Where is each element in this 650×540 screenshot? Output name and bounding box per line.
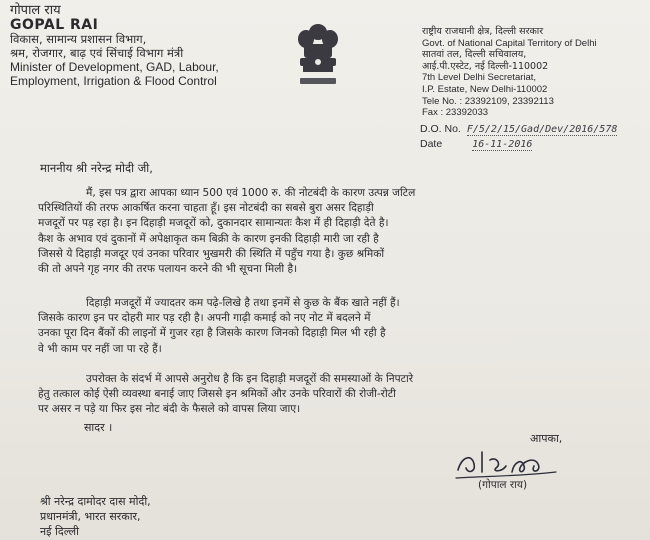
paragraph-line: जिसके कारण इन पर दोहरी मार पड़ रही है। अपनी गाढ़ी कमाई को नए नोट में बदलने में <box>38 312 371 325</box>
paragraph-line: पर असर न पड़े या फिर इस नोट बंदी के फैसले को वापस लिया जाए। <box>38 403 301 416</box>
office-phone: Tele No. : 23392109, 23392113 <box>422 95 554 107</box>
closing-regards: सादर । <box>84 421 113 434</box>
paragraph-line: मजदूरों पर पड़ रहा है। इन दिहाड़ी मजदूरों को, दुकानदार सामान्यतः कैश में ही दिहाड़ी देते है। <box>38 217 389 230</box>
office-line-3: सातवां तल, दिल्ली सचिवालय, <box>422 49 527 61</box>
paragraph-line: मैं, इस पत्र द्वारा आपका ध्यान 500 एवं 1000 रु. की नोटबंदी के कारण उत्पन्न जटिल <box>86 187 416 199</box>
paragraph-2 <box>38 296 628 357</box>
date-label: Date <box>420 138 443 150</box>
addressee-line-1: श्री नरेन्द्र दामोदर दास मोदी, <box>40 495 151 508</box>
sender-title-english-2: Employment, Irrigation & Flood Control <box>10 74 217 88</box>
date-value: 16-11-2016 <box>472 139 533 150</box>
paragraph-1 <box>38 186 628 277</box>
addressee-line-2: प्रधानमंत्री, भारत सरकार, <box>40 510 141 523</box>
office-fax: Fax : 23392033 <box>422 107 489 119</box>
paragraph-line: वे भी काम पर नहीं जा पा रहे हैं। <box>38 342 162 355</box>
office-line-1: राष्ट्रीय राजधानी क्षेत्र, दिल्ली सरकार <box>422 26 544 37</box>
sender-title-english-1: Minister of Development, GAD, Labour, <box>10 60 219 74</box>
sender-name-english: GOPAL RAI <box>10 17 99 33</box>
sender-dept-hindi-2: श्रम, रोजगार, बाढ़ एवं सिंचाई विभाग मंत्री <box>10 46 184 60</box>
sender-dept-hindi-1: विकास, सामान्य प्रशासन विभाग, <box>10 32 147 46</box>
paragraph-line: उनका पूरा दिन बैंकों की लाइनों में गुजर रहा है जिसके कारण जिनको दिहाड़ी मिल भी रही है <box>38 327 386 340</box>
paragraph-line: हेतु तत्काल कोई ऐसी व्यवस्था बनाई जाए जिससे इन श्रमिकों और उनके परिवारों की रोजी-रोटी <box>38 388 396 401</box>
paragraph-line: की तो अपने गृह नगर की तरफ पलायन करने की भी सूचना मिली है। <box>38 263 298 276</box>
reference-block <box>420 122 617 152</box>
signatory-name: (गोपाल राय) <box>478 479 528 491</box>
yours-sincerely: आपका, <box>530 432 563 445</box>
salutation: माननीय श्री नरेन्द्र मोदी जी, <box>40 161 153 175</box>
office-line-4: आई.पी.एस्टेट, नई दिल्ली-110002 <box>422 60 549 72</box>
do-number-label: D.O. No. <box>420 123 461 135</box>
sender-block <box>10 4 219 88</box>
paragraph-line: कैश के अभाव एवं दुकानों में अपेक्षाकृत कम बिक्री के कारण इनकी दिहाड़ी मारी जा रही है <box>38 232 379 245</box>
office-address-block <box>422 26 597 119</box>
addressee-line-3: नई दिल्ली <box>40 525 79 538</box>
do-number-value: F/5/2/15/Gad/Dev/2016/578 <box>466 124 618 135</box>
addressee-block <box>40 494 151 539</box>
paragraph-3 <box>38 372 628 418</box>
paragraph-line: उपरोक्त के संदर्भ में आपसे अनुरोध है कि इन दिहाड़ी मजदूरों की समस्याओं के निपटारे <box>86 373 414 385</box>
paragraph-line: परिस्थितियों की तरफ आकर्षित करना चाहता हूँ। इस नोटबंदी का सबसे बुरा असर दिहाड़ी <box>38 202 374 215</box>
office-line-5: 7th Level Delhi Secretariat, <box>422 72 537 84</box>
ashoka-emblem-icon <box>292 22 344 92</box>
paragraph-line: जिससे ये दिहाड़ी मजदूर एवं उनका परिवार भुखमरी की स्थिति में पहुँच गया है। कुछ श्रमिकों <box>38 247 385 260</box>
sender-name-hindi: गोपाल राय <box>10 3 61 18</box>
office-line-2: Govt. of National Capital Territory of Delhi <box>422 37 597 49</box>
office-line-6: I.P. Estate, New Delhi-110002 <box>422 83 548 95</box>
paragraph-line: दिहाड़ी मजदूरों में ज्यादतर कम पढ़े-लिखे है तथा इनमें से कुछ के बैंक खाते नहीं हैं। <box>86 297 400 309</box>
